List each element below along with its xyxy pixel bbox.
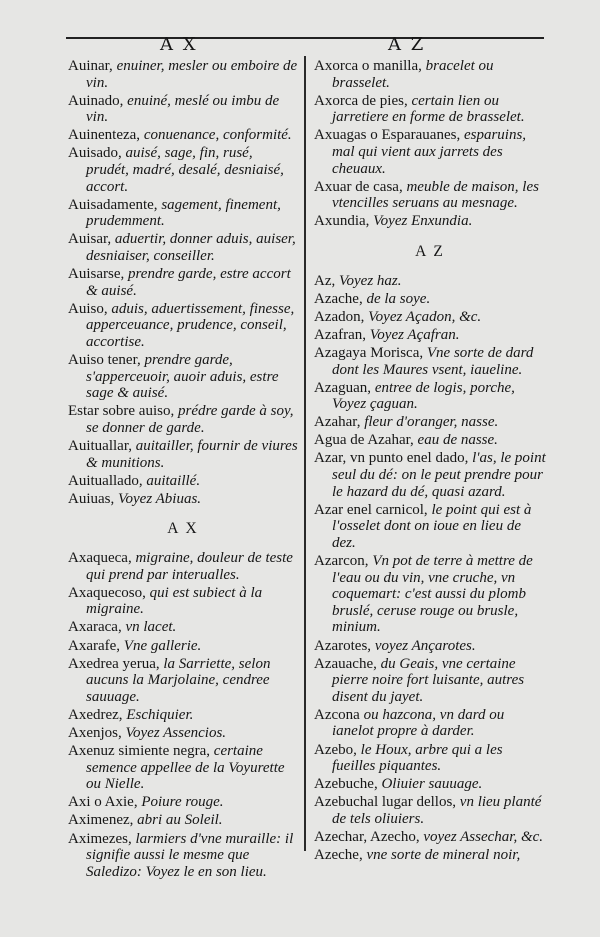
dictionary-entry [314, 309, 546, 326]
headword: Azauache, [314, 655, 377, 672]
definition: Voyez haz. [335, 272, 402, 289]
definition: prendre garde, estre accort & auisé. [86, 266, 291, 299]
dictionary-entry [68, 403, 298, 436]
headword: Azahar, [314, 414, 361, 431]
definition: enuiné, meslé ou imbu de vin. [86, 92, 280, 126]
dictionary-entry [68, 438, 298, 471]
dictionary-entry [68, 266, 298, 299]
headword: Aximezes, [68, 830, 132, 847]
definition: Eschiquier. [122, 706, 194, 723]
definition: sagement, finement, prudemment. [86, 196, 281, 230]
definition: qui est subiect à la migraine. [86, 584, 263, 618]
definition: enuiner, mesler ou emboire de vin. [86, 58, 298, 91]
definition: fleur d'oranger, nasse. [360, 414, 499, 431]
definition: migraine, douleur de teste qui prend par interualles. [86, 550, 293, 583]
definition: certaine semence appellee de la Voyurette ou Nielle. [86, 743, 285, 793]
headword: Auituallar, [68, 438, 132, 455]
headword: Azarotes, [314, 637, 372, 654]
definition: Oliuier sauuage. [377, 776, 483, 793]
definition: Voyez Abiuas. [114, 490, 202, 507]
dictionary-entry [314, 502, 546, 552]
dictionary-entry [314, 638, 546, 655]
header-rule [66, 37, 544, 39]
definition: Vne sorte de dard dont les Maures vsent, iaueline. [332, 344, 534, 378]
definition: conuenance, conformité. [140, 127, 292, 144]
definition: de la soye. [362, 290, 431, 307]
headword: Azafran, [314, 326, 367, 343]
headword: Auisarse, [68, 266, 125, 283]
headword: Axorca o manilla, [314, 58, 422, 74]
dictionary-entry [68, 473, 298, 490]
dictionary-entry [68, 831, 298, 881]
entry-list-top-left [68, 58, 298, 507]
dictionary-entry [314, 291, 546, 308]
definition: larmiers d'vne muraille: il signifie aussi le mesme que Saledizo: Voyez le en son lieu. [86, 830, 294, 880]
definition: Voyez Açadon, &c. [364, 308, 482, 325]
definition: le point qui est à l'osselet dont on ioue en lieu de dez. [332, 501, 532, 551]
dictionary-entry [68, 638, 298, 655]
running-head-right: A Z [388, 34, 426, 55]
headword: Azcona [314, 706, 360, 723]
definition: auitailler, fournir de viures & munitions. [86, 438, 298, 471]
definition: Vne gallerie. [120, 637, 202, 654]
dictionary-entry [68, 619, 298, 636]
definition: Voyez Açafran. [366, 326, 460, 343]
entry-list-bottom-left [68, 550, 298, 880]
definition: ou hazcona, vn dard ou ianelot propre à darder. [332, 706, 505, 740]
definition: meuble de maison, les vtencilles seruans au mesnage. [332, 178, 539, 212]
dictionary-entry [314, 414, 546, 431]
definition: entree de logis, porche, Voyez çaguan. [332, 379, 515, 413]
dictionary-entry [314, 450, 546, 500]
definition: Vn pot de terre à mettre de l'eau ou du vin, vne cruche, vn coquemart: c'est aussi du plomb bruslé, ceruse rouge ou brusle, minium. [332, 553, 533, 636]
headword: Azagaya Morisca, [314, 344, 424, 361]
dictionary-entry [314, 847, 546, 864]
headword: Auisado, [68, 145, 122, 162]
dictionary-entry [314, 707, 546, 740]
headword: Axenjos, [68, 724, 122, 741]
headword: Axedrea yerua, [68, 655, 160, 672]
dictionary-entry [314, 345, 546, 378]
definition: vn lieu planté de tels oliuiers. [332, 794, 542, 827]
dictionary-entry [68, 656, 298, 706]
headword: Auinar, [68, 58, 113, 74]
headword: Azebuchal lugar dellos, [314, 794, 457, 811]
definition: du Geais, vne certaine pierre noire fort luisante, autres disent du jayet. [332, 655, 525, 705]
entry-list-bottom-right [314, 273, 546, 864]
headword: Axarafe, [68, 637, 121, 654]
headword: Azarcon, [314, 553, 369, 570]
headword: Auisadamente, [68, 196, 158, 213]
dictionary-entry [68, 794, 298, 811]
dictionary-entry [68, 812, 298, 829]
dictionary-entry [68, 743, 298, 793]
definition: la Sarriette, selon aucuns la Marjolaine, cendree sauuage. [86, 655, 271, 705]
headword: Agua de Azahar, [314, 432, 414, 449]
headword: Az, [314, 272, 336, 289]
dictionary-entry [68, 231, 298, 264]
headword: Azebo, [314, 741, 357, 758]
dictionary-entry [68, 197, 298, 230]
headword: Axi o Axie, [68, 794, 138, 811]
definition: l'as, le point seul du dé: on le peut prendre pour le hazard du dé, quasi azard. [332, 450, 546, 500]
dictionary-entry [314, 93, 546, 126]
section-heading-ax: A X [167, 520, 199, 538]
dictionary-entry [68, 301, 298, 351]
headword: Auisar, [68, 231, 112, 248]
dictionary-entry [314, 742, 546, 775]
definition: voyez Assechar, &c. [419, 829, 544, 846]
headword: Azechar, Azecho, [314, 829, 420, 846]
dictionary-entry [68, 58, 298, 91]
headword: Axaquecoso, [68, 584, 146, 601]
definition: Voyez Assencios. [121, 724, 227, 741]
dictionary-entry [314, 656, 546, 706]
headword: Auiso, [68, 300, 108, 317]
definition: vn lacet. [121, 619, 177, 636]
headword: Auiuas, [68, 490, 115, 507]
headword: Estar sobre auiso, [68, 403, 175, 420]
dictionary-entry [314, 776, 546, 793]
headword: Azar, vn punto enel dado, [314, 450, 469, 467]
dictionary-entry [314, 273, 546, 290]
dictionary-entry [68, 550, 298, 583]
dictionary-entry [314, 380, 546, 413]
headword: Axuagas o Esparauanes, [314, 127, 461, 144]
dictionary-entry [314, 127, 546, 177]
headword: Aximenez, [68, 812, 134, 829]
section-heading-az: A Z [415, 242, 445, 260]
dictionary-entry [68, 352, 298, 402]
definition: eau de nasse. [413, 432, 498, 449]
headword: Azaguan, [314, 379, 372, 396]
dictionary-entry [314, 432, 546, 449]
running-head-left: A X [160, 34, 198, 55]
dictionary-entry [68, 585, 298, 618]
headword: Auiso tener, [68, 352, 141, 369]
dictionary-entry [314, 794, 546, 827]
headword: Azache, [314, 290, 363, 307]
headword: Azar enel carnicol, [314, 501, 428, 518]
dictionary-entry [314, 213, 546, 230]
headword: Axaraca, [68, 619, 122, 636]
dictionary-entry [68, 725, 298, 742]
dictionary-entry [314, 553, 546, 636]
headword: Auinado, [68, 92, 124, 109]
definition: prendre garde, s'apperceuoir, auoir aduis, estre sage & auisé. [86, 352, 279, 402]
column-divider [304, 56, 306, 851]
definition: Voyez Enxundia. [369, 213, 473, 230]
headword: Azadon, [314, 308, 365, 325]
definition: aduis, aduertissement, finesse, apperceuance, prudence, conseil, accortise. [86, 300, 295, 350]
dictionary-entry [314, 829, 546, 846]
headword: Axundia, [314, 213, 370, 230]
definition: aduertir, donner aduis, auiser, desniaiser, conseiller. [86, 231, 296, 265]
headword: Auituallado, [68, 472, 143, 489]
headword: Axedrez, [68, 706, 123, 723]
dictionary-entry [314, 179, 546, 212]
entry-list-top-right [314, 58, 546, 230]
right-column [314, 58, 546, 865]
definition: Poiure rouge. [137, 794, 224, 811]
definition: auisé, sage, fin, rusé, prudét, madré, desalé, desniaisé, accort. [86, 145, 284, 195]
headword: Axaqueca, [68, 550, 132, 567]
headword: Axenuz simiente negra, [68, 743, 211, 760]
definition: bracelet ou brasselet. [332, 58, 494, 91]
dictionary-entry [314, 327, 546, 344]
definition: prédre garde à soy, se donner de garde. [86, 403, 294, 436]
definition: le Houx, arbre qui a les fueilles piquantes. [332, 741, 503, 775]
definition: esparuins, mal qui vient aux jarrets des cheuaux. [332, 127, 527, 177]
dictionary-entry [68, 145, 298, 195]
headword: Axuar de casa, [314, 178, 403, 195]
left-column [68, 58, 298, 882]
headword: Axorca de pies, [314, 92, 408, 109]
definition: auitaillé. [142, 472, 201, 489]
definition: abri au Soleil. [133, 812, 223, 829]
definition: voyez Ançarotes. [371, 637, 476, 654]
headword: Azeche, [314, 847, 363, 864]
dictionary-entry [314, 58, 546, 91]
dictionary-entry [68, 127, 298, 144]
headword: Auinenteza, [68, 127, 141, 144]
definition: vne sorte de mineral noir, [362, 847, 521, 864]
definition: certain lien ou jarretiere en forme de brasselet. [332, 92, 525, 126]
dictionary-entry [68, 93, 298, 126]
dictionary-entry [68, 491, 298, 508]
dictionary-entry [68, 707, 298, 724]
headword: Azebuche, [314, 776, 378, 793]
